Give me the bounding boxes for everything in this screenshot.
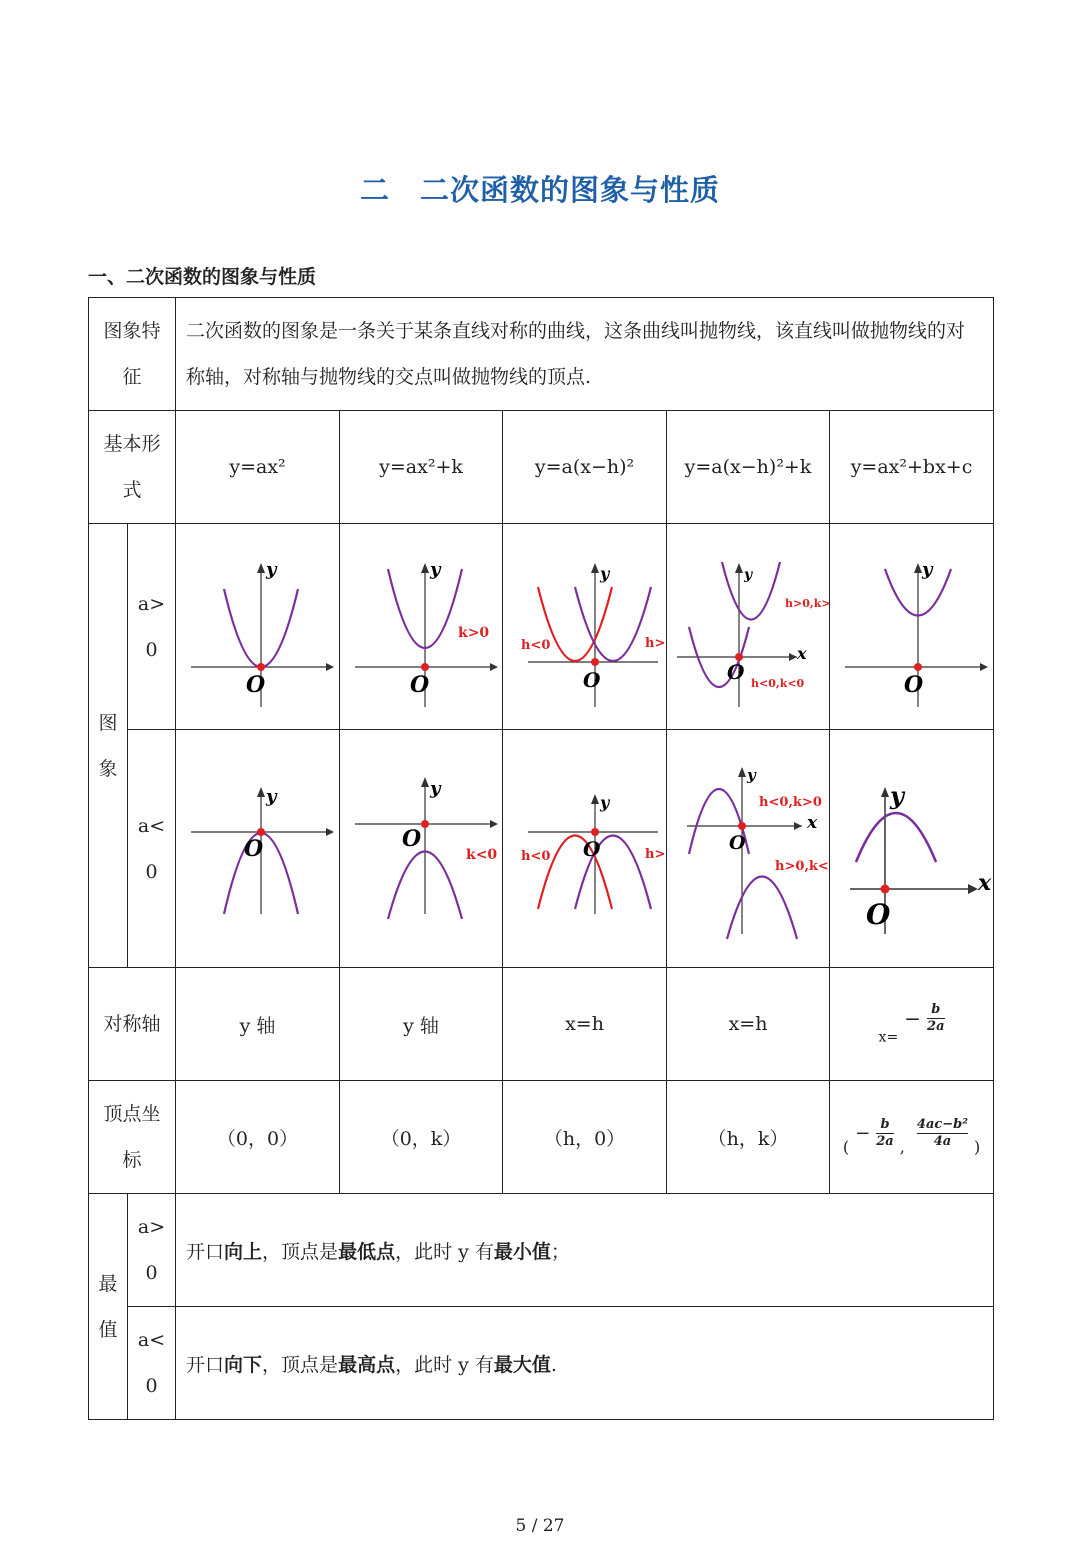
axis-value-general: $_{x=}$ − $\frac{b}{2a}$ xyxy=(830,968,994,1081)
graph-cell xyxy=(667,730,830,968)
graph-down-hk xyxy=(667,734,827,964)
svg-text:y: y xyxy=(430,558,441,580)
graph-up-basic xyxy=(176,527,336,727)
svg-text:O: O xyxy=(727,659,745,684)
graph-cell xyxy=(176,524,340,730)
svg-text:x: x xyxy=(797,643,807,663)
svg-text:O: O xyxy=(402,825,422,852)
graph-cell xyxy=(830,524,994,730)
graph-label: 图 象 xyxy=(89,524,128,968)
svg-text:x: x xyxy=(978,869,992,896)
feature-text: 二次函数的图象是一条关于某条直线对称的曲线，这条曲线叫抛物线，该直线叫做抛物线的对称轴，对称轴与抛物线的交点叫做抛物线的顶点. xyxy=(176,298,994,411)
graph-up-k xyxy=(340,527,500,727)
svg-text:h<0: h<0 xyxy=(521,848,551,864)
extreme-pos-text: 开口向上，顶点是最低点，此时 y 有最小值； xyxy=(176,1194,994,1307)
form-vertical-shift: y=ax²+k xyxy=(340,411,503,524)
svg-text:y: y xyxy=(744,566,753,583)
vertex-value-general: $_($ − $\frac{b}{2a}$ $_,$ $\frac{\text{4ac−b²}}{4a}$ $_)$ xyxy=(830,1081,994,1194)
vertex-value: （0，0） xyxy=(176,1081,340,1194)
graph-down-k xyxy=(340,734,500,964)
axis-value: x=h xyxy=(667,968,830,1081)
extreme-neg-text: 开口向下，顶点是最高点，此时 y 有最大值. xyxy=(176,1307,994,1420)
svg-text:O: O xyxy=(904,671,924,698)
svg-text:y: y xyxy=(600,792,610,812)
extreme-pos-label: a> 0 xyxy=(128,1194,176,1307)
svg-text:h>: h> xyxy=(645,846,666,862)
svg-text:y: y xyxy=(747,765,756,784)
section-heading: 一、二次函数的图象与性质 xyxy=(88,266,317,288)
svg-text:O: O xyxy=(866,897,891,931)
svg-text:h>0,k>: h>0,k> xyxy=(785,596,831,610)
extreme-neg-label: a< 0 xyxy=(128,1307,176,1420)
svg-text:h>: h> xyxy=(645,635,666,651)
vertex-label: 顶点坐 标 xyxy=(89,1081,176,1194)
svg-text:y: y xyxy=(890,780,904,810)
graph-down-h xyxy=(503,734,666,964)
svg-text:O: O xyxy=(246,671,266,698)
form-vertex-origin: y=ax² xyxy=(176,411,340,524)
vertex-value: （0，k） xyxy=(340,1081,503,1194)
form-vertex-form: y=a(x−h)²+k xyxy=(667,411,830,524)
svg-text:y: y xyxy=(922,558,933,580)
svg-text:k>0: k>0 xyxy=(458,624,490,641)
svg-text:h>0,k<: h>0,k< xyxy=(775,858,829,874)
graph-neg-label: a< 0 xyxy=(128,730,176,968)
svg-text:h<0,k<0: h<0,k<0 xyxy=(751,676,805,690)
graph-up-h xyxy=(503,527,666,727)
axis-value: y 轴 xyxy=(176,968,340,1081)
graph-pos-label: a> 0 xyxy=(128,524,176,730)
svg-text:O: O xyxy=(583,667,601,692)
properties-table xyxy=(88,297,994,1420)
svg-text:y: y xyxy=(266,558,277,580)
svg-text:y: y xyxy=(430,777,441,799)
graph-cell xyxy=(176,730,340,968)
form-horizontal-shift: y=a(x−h)² xyxy=(503,411,667,524)
graph-cell xyxy=(340,730,503,968)
graph-cell xyxy=(503,524,667,730)
svg-text:O: O xyxy=(244,835,264,862)
extreme-label: 最 值 xyxy=(89,1194,128,1420)
graph-cell xyxy=(340,524,503,730)
page-title: 二 二次函数的图象与性质 xyxy=(359,173,720,207)
svg-text:O: O xyxy=(729,831,746,854)
svg-text:x: x xyxy=(807,812,818,833)
graph-down-basic xyxy=(176,734,336,964)
axis-label: 对称轴 xyxy=(89,968,176,1081)
form-general: y=ax²+bx+c xyxy=(830,411,994,524)
forms-label: 基本形 式 xyxy=(89,411,176,524)
svg-text:y: y xyxy=(266,785,277,807)
graph-up-general xyxy=(830,527,990,727)
page-number: 5 / 27 xyxy=(515,1516,565,1536)
axis-value: y 轴 xyxy=(340,968,503,1081)
svg-text:h<0: h<0 xyxy=(521,637,551,653)
svg-text:k<0: k<0 xyxy=(466,846,498,863)
svg-text:h<0,k>0: h<0,k>0 xyxy=(759,794,822,810)
svg-text:y: y xyxy=(600,563,610,583)
graph-cell xyxy=(830,730,994,968)
graph-cell xyxy=(667,524,830,730)
feature-label: 图象特 征 xyxy=(89,298,176,411)
graph-up-hk xyxy=(667,527,831,727)
vertex-value: （h，0） xyxy=(503,1081,667,1194)
axis-value: x=h xyxy=(503,968,667,1081)
graph-cell xyxy=(503,730,667,968)
svg-text:O: O xyxy=(410,671,430,698)
svg-text:O: O xyxy=(583,836,601,861)
graph-down-general xyxy=(830,734,990,964)
vertex-value: （h，k） xyxy=(667,1081,830,1194)
